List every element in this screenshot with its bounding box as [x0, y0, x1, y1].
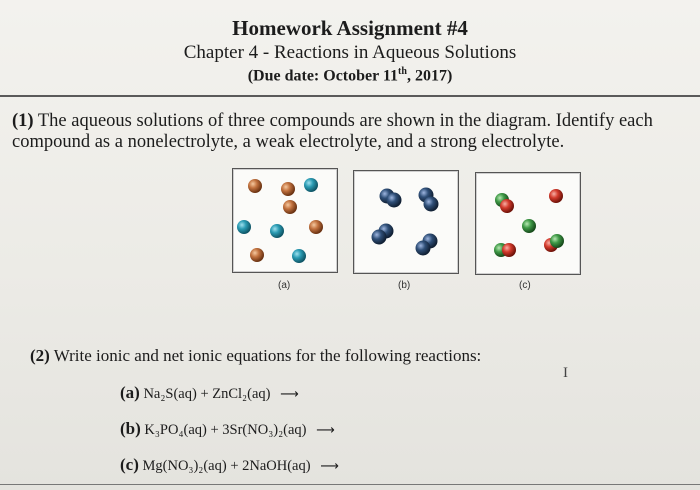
- ion-teal: [237, 220, 251, 234]
- ion-copper: [281, 182, 295, 196]
- molecule: [380, 189, 402, 208]
- reaction-c: [120, 455, 339, 475]
- question-2-number: (2): [30, 346, 50, 365]
- diagram-a-box: [232, 168, 338, 273]
- diagram-c-label: (c): [519, 280, 531, 291]
- molecule: [495, 193, 514, 213]
- due-date: (Due date: October 11th, 2017): [247, 66, 453, 85]
- ion-teal: [304, 178, 318, 192]
- reaction-c-label: (c): [120, 455, 139, 474]
- molecule: [372, 224, 394, 245]
- ion-copper: [283, 200, 297, 214]
- ion-teal: [270, 224, 284, 238]
- ion-teal: [292, 249, 306, 263]
- diagram-b-box: [353, 170, 459, 274]
- reaction-arrow-icon: ⟶: [320, 459, 339, 474]
- molecule: [494, 243, 516, 257]
- question-2-text: Write ionic and net ionic equations for the following reactions:: [53, 346, 482, 365]
- question-2: [30, 346, 481, 366]
- diagram-c-box: [475, 172, 581, 275]
- reaction-a: [120, 383, 299, 403]
- question-1: [12, 111, 692, 153]
- ion-copper: [248, 179, 262, 193]
- reaction-arrow-icon: ⟶: [280, 387, 299, 402]
- ion-red: [549, 189, 563, 203]
- chapter-subtitle: Chapter 4 - Reactions in Aqueous Solutions: [183, 42, 517, 63]
- reaction-a-label: (a): [120, 383, 140, 402]
- ion-copper: [309, 220, 323, 234]
- diagram-a-label: (a): [278, 280, 291, 291]
- question-1-number: (1): [12, 111, 34, 131]
- reaction-arrow-icon: ⟶: [316, 423, 335, 438]
- reaction-b: [120, 419, 335, 439]
- assignment-title: Homework Assignment #4: [232, 16, 468, 40]
- reaction-a-equation: Na₂S(aq) + ZnCl₂(aq): [143, 386, 271, 402]
- molecule: [544, 234, 564, 252]
- text-cursor-icon: I: [563, 365, 568, 381]
- diagram-b-label: (b): [398, 280, 411, 291]
- divider-top: [0, 95, 700, 97]
- divider-bottom: [0, 484, 700, 485]
- question-1-text: The aqueous solutions of three compounds are shown in the diagram. Identify each compound as a nonelectrolyte, a weak electrolyte, and a strong electrolyte.: [12, 111, 653, 152]
- reaction-c-equation: Mg(NO₃)₂(aq) + 2NaOH(aq): [142, 458, 311, 474]
- ion-green: [522, 219, 536, 233]
- reaction-b-equation: K₃PO₄(aq) + 3Sr(NO₃)₂(aq): [144, 422, 307, 438]
- reaction-b-label: (b): [120, 419, 141, 438]
- molecule: [416, 234, 438, 256]
- ion-copper: [250, 248, 264, 262]
- molecule: [419, 188, 439, 212]
